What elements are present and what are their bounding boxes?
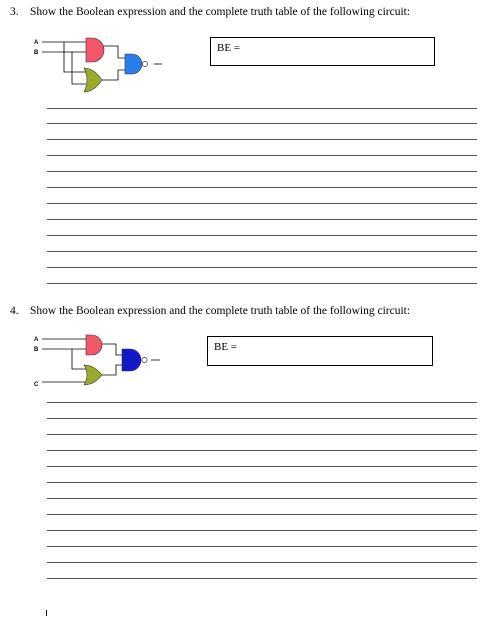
or-gate-icon [84, 365, 102, 385]
question-text: Show the Boolean expression and the complete truth table of the following circuit: [30, 305, 411, 317]
and-gate-icon [86, 335, 102, 355]
input-label-a: A [34, 40, 39, 46]
be-label: BE = [217, 42, 241, 54]
input-label-c: C [34, 382, 39, 388]
inverter-bubble-icon [142, 61, 147, 66]
logic-circuit-4 [28, 333, 168, 391]
margin-mark [46, 610, 47, 616]
and-gate-icon [86, 38, 104, 62]
nand-gate-icon [122, 349, 141, 371]
input-label-b: B [34, 50, 39, 56]
boolean-expression-field-4[interactable] [207, 336, 433, 366]
answer-lines-4[interactable] [47, 402, 477, 579]
question-text: Show the Boolean expression and the complete truth table of the following circuit: [30, 6, 411, 18]
answer-lines-3[interactable] [47, 108, 477, 284]
boolean-expression-field-3[interactable] [210, 37, 435, 66]
inverter-bubble-icon [142, 357, 147, 362]
question-4-prompt [10, 305, 410, 317]
question-number: 4. [10, 305, 19, 317]
input-label-b: B [34, 347, 39, 353]
be-label: BE = [214, 341, 238, 353]
or-gate-icon [84, 68, 102, 92]
logic-circuit-3 [28, 34, 168, 96]
nand-gate-icon [125, 54, 142, 74]
question-number: 3. [10, 6, 19, 18]
question-3-prompt [10, 6, 410, 18]
input-label-a: A [34, 337, 39, 343]
